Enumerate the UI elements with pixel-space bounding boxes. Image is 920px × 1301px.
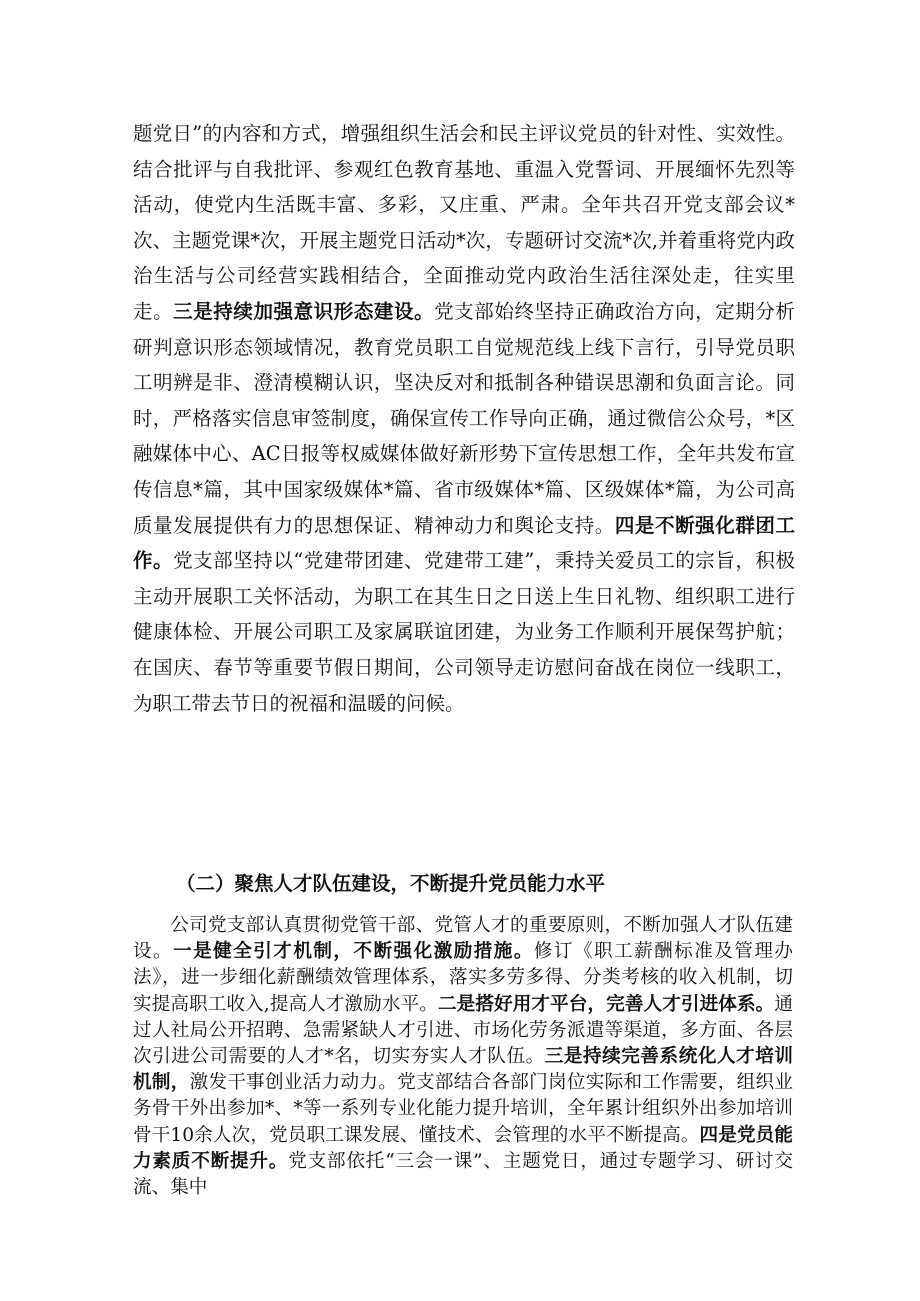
bold-lead-training: 三是持续完善系统化人才培训机制， (133, 1046, 793, 1094)
text-segment: 党支部始终坚持正确政治方向，定期分析研判意识形态领域情况，教育党员职工自觉规范线上线下言行，引导党员职工明辨是非、澄清模糊认识，坚决反对和抵制各种错误思潮和负面言论。同时，严格落实信息审签制度，确保宣传工作导向正确，通过微信公众号，*区融媒体中心、AC日报等权威媒体做好新形势下宣传思想工作，全年共发布宣传信息*篇，其中国家级媒体*篇、省市级媒体*篇、区级媒体*篇，为公司高质量发展提供有力的思想保证、精神动力和舆论支持。 (133, 299, 795, 537)
bold-lead-ideology: 三是持续加强意识形态建设。 (173, 299, 435, 323)
text-segment: 激发干事创业活力动力。党支部结合各部门岗位实际和工作需要，组织业务骨干外出参加*、*等一系列专业化能力提升培训，全年累计组织外出参加培训骨干10余人次，党员职工课发展、懂技术、会管理的水平不断提高。 (133, 1072, 793, 1146)
bold-lead-capability: 四是党员能力素质不断提升。 (133, 1124, 793, 1172)
text-segment: 修订《职工薪酬标准及管理办法》，进一步细化薪酬绩效管理体系，落实多劳多得、分类考核的收入机制，切实提高职工收入,提高人才激励水平。 (133, 941, 793, 1015)
text-segment: 公司党支部认真贯彻党管干部、党管人才的重要原则，不断加强人才队伍建设。 (133, 915, 793, 963)
text-segment: 题党日”的内容和方式，增强组织生活会和民主评议党员的针对性、实效性。结合批评与自我批评、参观红色教育基地、重温入党誓词、开展缅怀先烈等活动，使党内生活既丰富、多彩，又庄重、严肃。全年共召开党支部会议*次、主题党课*次，开展主题党日活动*次，专题研讨交流*次,并着重将党内政治生活与公司经营实践相结合，全面推动党内政治生活往深处走，往实里走。 (133, 122, 795, 323)
paragraph-party-life (133, 116, 795, 721)
text-segment: 党支部坚持以“党建带团建、党建带工建”，秉持关爱员工的宗旨，积极主动开展职工关怀活动，为职工在其生日之日送上生日礼物、组织职工进行健康体检、开展公司职工及家属联谊团建，为业务工作顺利开展保驾护航；在国庆、春节等重要节假日期间，公司领导走访慰问奋战在岗位一线职工，为职工带去节日的祝福和温暖的问候。 (133, 549, 795, 715)
bold-lead-recruit: 一是健全引才机制，不断强化激励措施。 (173, 941, 534, 963)
bold-lead-mass-org: 四是不断强化群团工作。 (133, 513, 795, 573)
paragraph-talent (133, 913, 793, 1201)
bold-lead-platform: 二是搭好用才平台，完善人才引进体系。 (438, 993, 775, 1015)
text-segment: 通过人社局公开招聘、急需紧缺人才引进、市场化劳务派遣等渠道，多方面、各层次引进公司需要的人才*名，切实夯实人才队伍。 (133, 993, 793, 1068)
text-segment: 党支部依托“三会一课”、主题党日，通过专题学习、研讨交流、集中 (133, 1150, 793, 1199)
section-heading: （二）聚焦人才队伍建设，不断提升党员能力水平 (176, 872, 606, 895)
